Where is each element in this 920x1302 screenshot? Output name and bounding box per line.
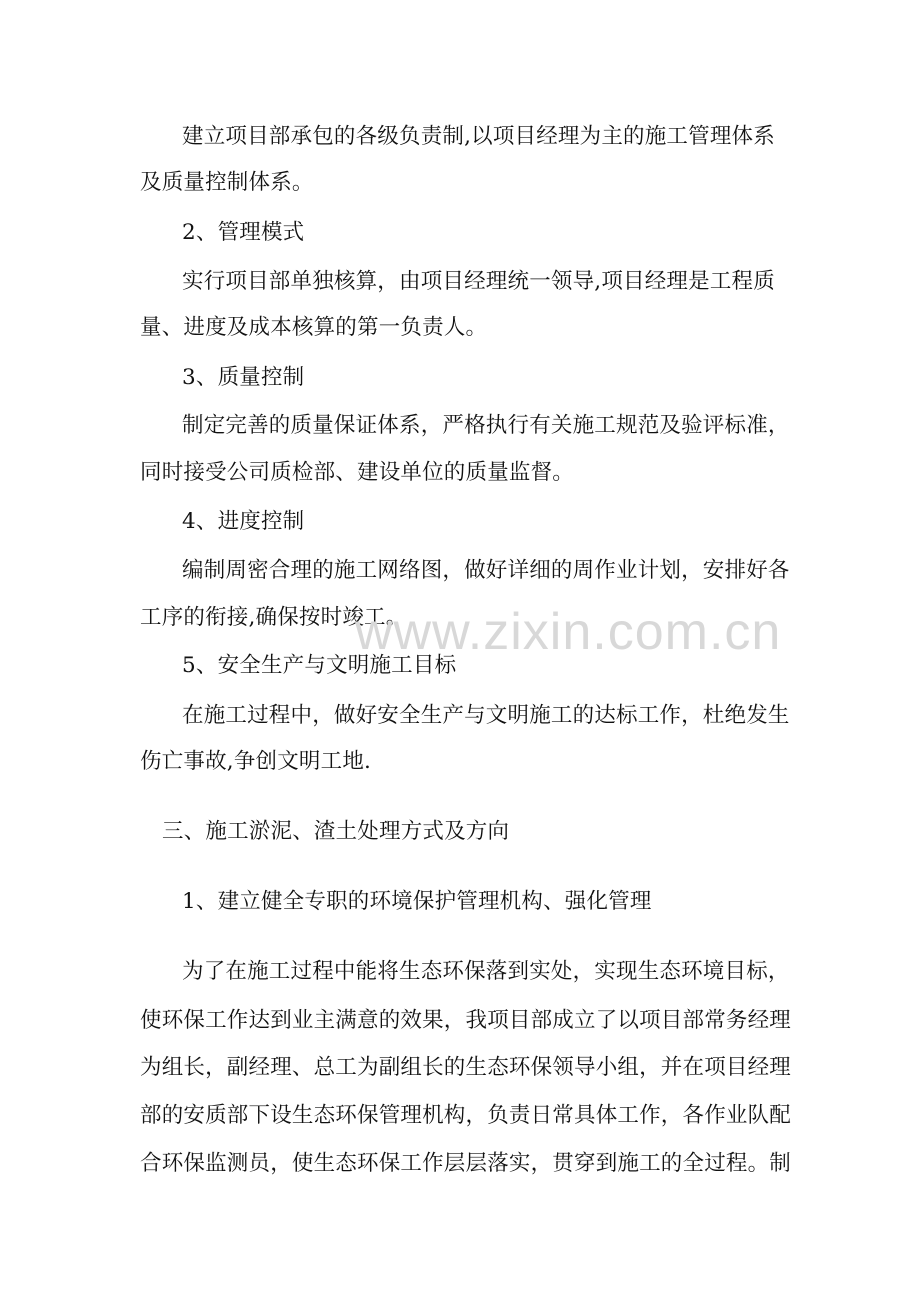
body-text-line: 使环保工作达到业主满意的效果，我项目部成立了以项目部常务经理 — [140, 1008, 792, 1033]
body-text-line: 编制周密合理的施工网络图，做好详细的周作业计划，安排好各 — [182, 558, 790, 583]
body-text-line: 建立项目部承包的各级负责制,以项目经理为主的施工管理体系 — [182, 124, 775, 149]
section-heading: 3、质量控制 — [182, 365, 305, 390]
body-text-line: 实行项目部单独核算，由项目经理统一领导,项目经理是工程质 — [182, 269, 775, 294]
body-text-line: 量、进度及成本核算的第一负责人。 — [140, 315, 488, 340]
chapter-heading: 三、施工淤泥、渣土处理方式及方向 — [162, 819, 510, 844]
body-text-line: 部的安质部下设生态环保管理机构，负责日常具体工作，各作业队配 — [140, 1103, 792, 1128]
body-text-line: 合环保监测员，使生态环保工作层层落实，贯穿到施工的全过程。制 — [140, 1151, 792, 1176]
body-text-line: 及质量控制体系。 — [140, 170, 314, 195]
body-text-line: 伤亡事故,争创文明工地. — [140, 749, 372, 774]
section-heading: 5、安全生产与文明施工目标 — [182, 653, 457, 678]
body-text-line: 制定完善的质量保证体系，严格执行有关施工规范及验评标准， — [182, 413, 790, 438]
section-heading: 4、进度控制 — [182, 509, 305, 534]
watermark: www.zixin.com.cn — [355, 603, 782, 661]
body-text-line: 工序的衔接,确保按时竣工。 — [140, 605, 408, 630]
body-text-line: 为组长，副经理、总工为副组长的生态环保领导小组，并在项目经理 — [140, 1055, 792, 1080]
body-text-line: 为了在施工过程中能将生态环保落到实处，实现生态环境目标， — [182, 959, 790, 984]
section-heading: 1、建立健全专职的环境保护管理机构、强化管理 — [182, 889, 652, 914]
section-heading: 2、管理模式 — [182, 220, 305, 245]
body-text-line: 在施工过程中，做好安全生产与文明施工的达标工作，杜绝发生 — [182, 703, 790, 728]
body-text-line: 同时接受公司质检部、建设单位的质量监督。 — [140, 460, 575, 485]
